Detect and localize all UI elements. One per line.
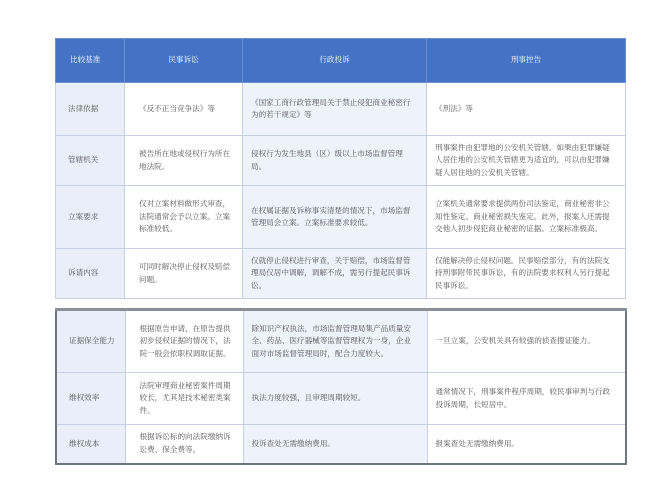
- table-row: [56, 310, 626, 373]
- criminal-cell: 报案查处无需缴纳费用。: [427, 425, 626, 464]
- basis-cell: 维权效率: [56, 373, 125, 425]
- header-basis: 比较基准: [56, 39, 125, 83]
- comparison-table-1: [55, 38, 626, 299]
- civil-cell: 法院审理商业秘密案件周期较长，尤其是技术秘密类案件。: [125, 373, 243, 425]
- table-row: [56, 83, 626, 136]
- basis-cell: 维权成本: [56, 425, 125, 464]
- criminal-cell: 一旦立案，公安机关具有较强的侦查搜证能力。: [427, 310, 626, 373]
- table-row: [56, 373, 626, 425]
- header-row: [56, 39, 626, 83]
- criminal-cell: 通常情况下，刑事案件程序周期，较民事审判与行政投诉周期，长短居中。: [427, 373, 626, 425]
- admin-cell: 除知识产权执法，市场监督管理局集产品质量安全、药品、医疗器械等监督管理权为一身，企业面对市场监督管理局时，配合力度较大。: [243, 310, 427, 373]
- basis-cell: 法律依据: [56, 83, 125, 136]
- civil-cell: 《反不正当竞争法》等: [125, 83, 243, 136]
- table-row: [56, 136, 626, 186]
- basis-cell: 管辖机关: [56, 136, 125, 186]
- header-civil: 民事诉讼: [125, 39, 243, 83]
- criminal-cell: 《刑法》等: [427, 83, 626, 136]
- header-admin: 行政投诉: [243, 39, 427, 83]
- basis-cell: 立案要求: [56, 186, 125, 249]
- table-row: [56, 249, 626, 299]
- admin-cell: 投诉查处无需缴纳费用。: [243, 425, 427, 464]
- civil-cell: 根据诉讼标的向法院缴纳诉讼费、保全费等。: [125, 425, 243, 464]
- admin-cell: 仅就停止侵权进行审查，关于赔偿，市场监督管理局仅居中调解，调解不成，需另行提起民事诉讼。: [243, 249, 427, 299]
- admin-cell: 在权属证据及诉称事实清楚的情况下，市场监督管理局会立案。立案标准要求较低。: [243, 186, 427, 249]
- admin-cell: 《国家工商行政管理局关于禁止侵犯商业秘密行为的若干规定》等: [243, 83, 427, 136]
- civil-cell: 可同时解决停止侵权及赔偿问题。: [125, 249, 243, 299]
- admin-cell: 侵权行为发生地县（区）级以上市场监督管理局。: [243, 136, 427, 186]
- civil-cell: 被告所在地或侵权行为所在地法院。: [125, 136, 243, 186]
- header-criminal: 刑事控告: [427, 39, 626, 83]
- criminal-cell: 仅能解决停止侵权问题。民事赔偿部分，有的法院支持刑事附带民事诉讼，有的法院要求权利人另行提起民事诉讼。: [427, 249, 626, 299]
- table-row: [56, 186, 626, 249]
- basis-cell: 诉请内容: [56, 249, 125, 299]
- admin-cell: 执法力度较强，且审理周期较短。: [243, 373, 427, 425]
- criminal-cell: 刑事案件由犯罪地的公安机关管辖。如果由犯罪嫌疑人居住地的公安机关管辖更为适宜的，可以由犯罪嫌疑人居住地的公安机关管辖。: [427, 136, 626, 186]
- civil-cell: 仅对立案材料做形式审查，法院通常会予以立案。立案标准较低。: [125, 186, 243, 249]
- comparison-table-2: [55, 308, 627, 465]
- table-row: [56, 425, 626, 464]
- criminal-cell: 立案机关通常要求提供两份司法鉴定，商业秘密非公知性鉴定、商业秘密损失鉴定。此外，报案人还需提交他人初步侵犯商业秘密的证据。立案标准极高。: [427, 186, 626, 249]
- basis-cell: 证据保全能力: [56, 310, 125, 373]
- civil-cell: 根据原告申请，在原告提供初步侵权证据的情况下，法院一般会依职权调取证据。: [125, 310, 243, 373]
